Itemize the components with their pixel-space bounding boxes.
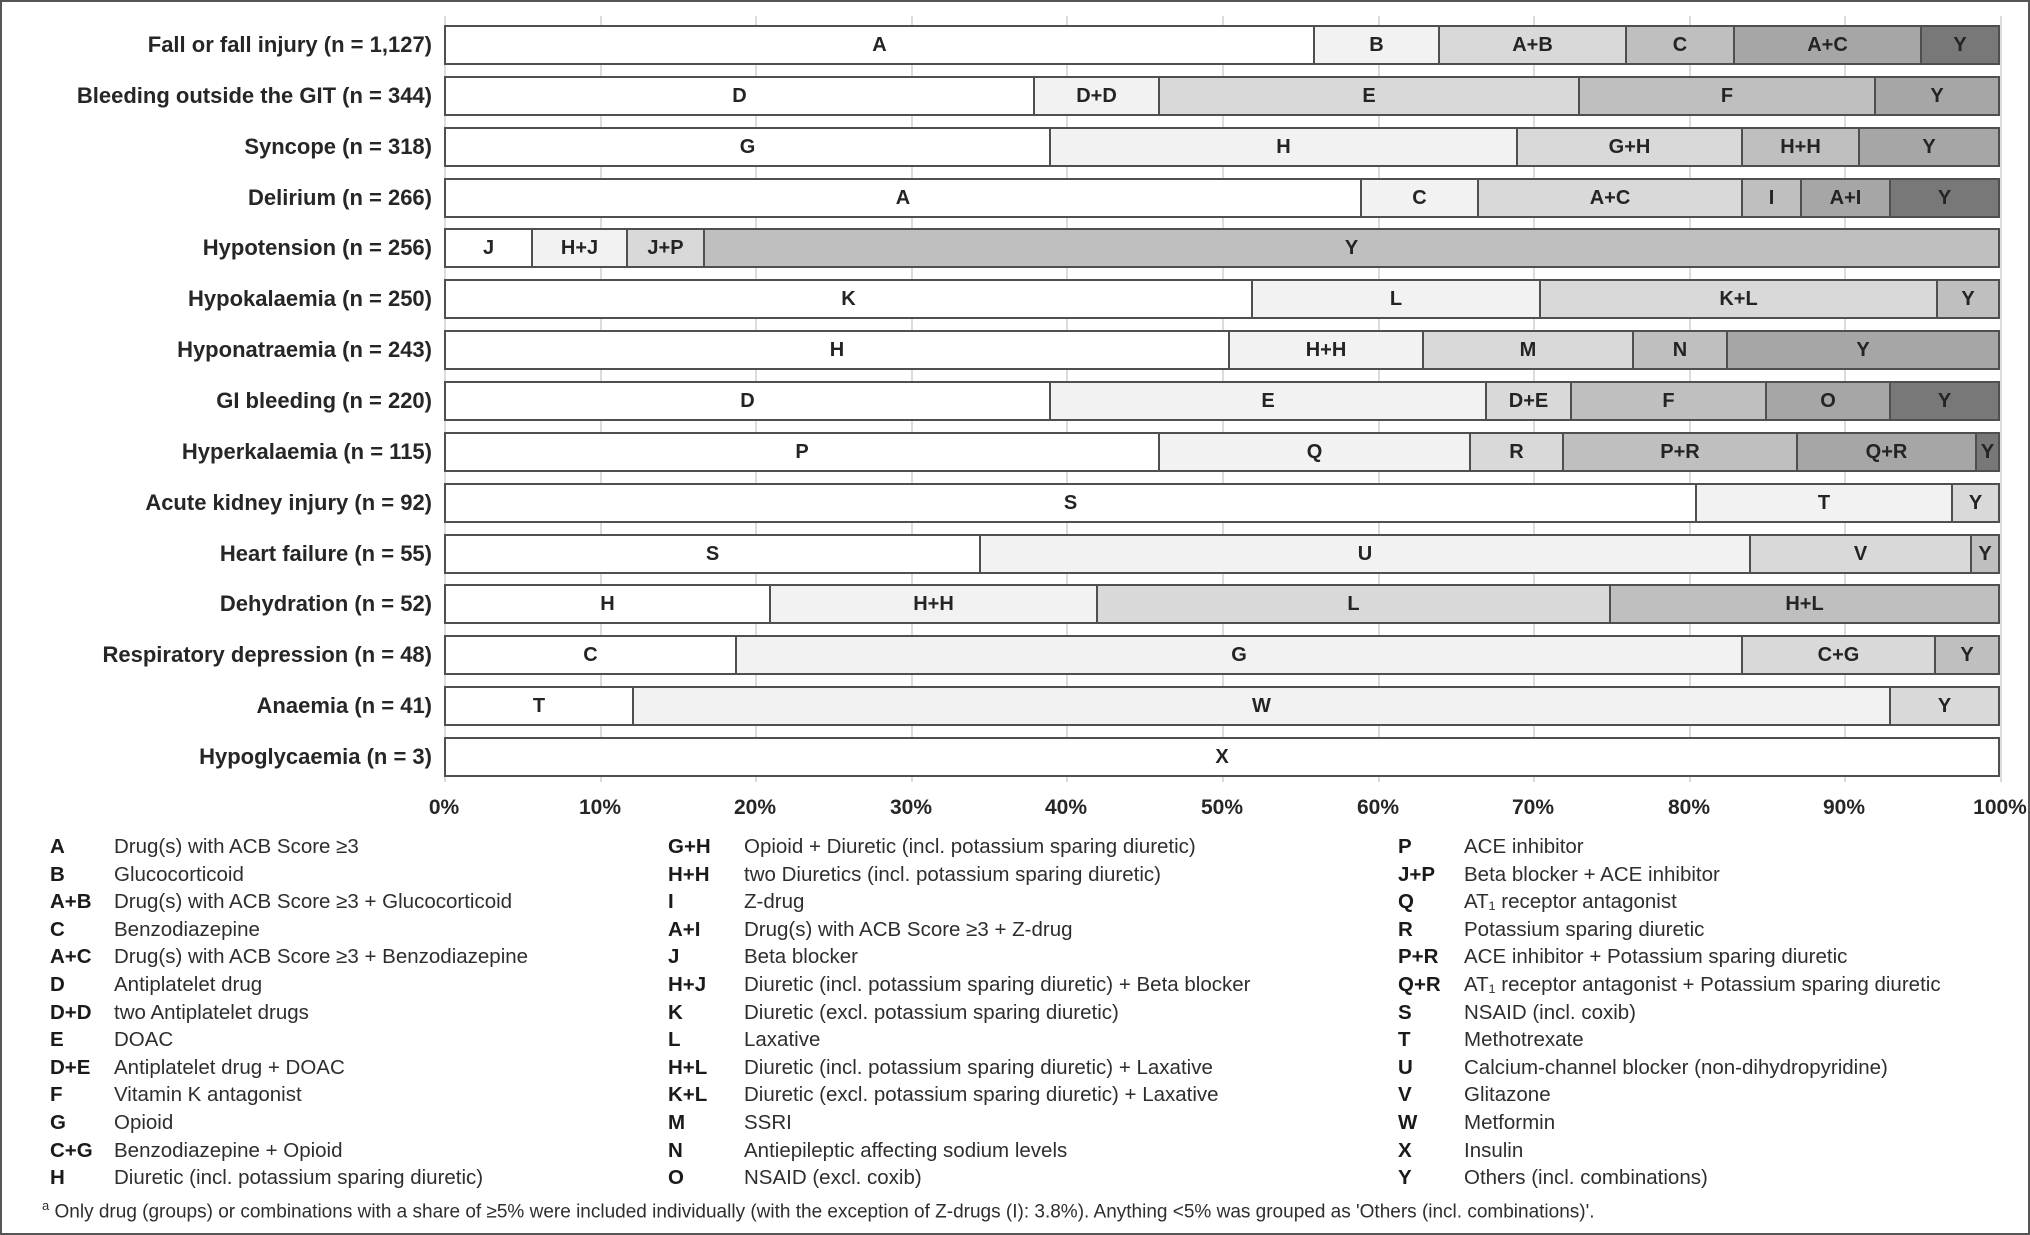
legend-entry-Q [1398,888,1677,916]
x-tick-label: 40% [1044,796,1088,819]
legend-code: W [1398,1111,1418,1134]
category-label: Acute kidney injury (n = 92) [145,490,432,515]
legend-entry-D+D [50,999,309,1027]
bar-segment-C: C [1360,178,1479,218]
legend-label: Antiepileptic affecting sodium levels [744,1139,1068,1162]
legend-code: M [668,1111,686,1134]
bar-segment-O: O [1765,381,1891,421]
bar-segment-P+R: P+R [1562,432,1798,472]
legend-label: Metformin [1464,1111,1556,1134]
bar-segment-Y: Y [1889,686,2000,726]
bar-segment-Y: Y [1970,534,2000,574]
legend-label: Insulin [1464,1139,1524,1162]
legend-code: A+I [668,918,701,941]
legend-label: Potassium sparing diuretic [1464,918,1705,941]
bar-segment-Y: Y [1975,432,2000,472]
legend-code: Q+R [1398,973,1441,996]
legend-code: P+R [1398,945,1439,968]
legend-code: D [50,973,65,996]
legend-entry-B [50,861,244,889]
bar-segment-H: H [444,584,771,624]
category-label: Dehydration (n = 52) [219,591,432,616]
legend-entry-H [50,1164,483,1192]
legend-label: two Antiplatelet drugs [114,1001,309,1024]
stacked-bar [444,127,2000,167]
bar-segment-Y: Y [1936,279,2000,319]
bar-segment-H+H: H+H [1741,127,1860,167]
bar-segment-D: D [444,76,1035,116]
legend-entry-M [668,1109,792,1137]
bar-segment-H: H [1049,127,1518,167]
legend-code: Q [1398,890,1414,913]
legend-entry-T [1398,1026,1584,1054]
legend-entry-G+H [668,833,1196,861]
bar-segment-B: B [1313,25,1440,65]
bar-segment-L: L [1251,279,1541,319]
legend-entry-D+E [50,1054,345,1082]
x-tick-label: 80% [1667,796,1711,819]
legend-label: AT₁ receptor antagonist + Potassium sparing diuretic [1464,973,1941,996]
stacked-bar [444,635,2000,675]
bar-segment-Y: Y [1889,178,2000,218]
bar-segment-J: J [444,228,533,268]
legend-entry-A+I [668,916,1073,944]
bar-segment-E: E [1158,76,1580,116]
legend-label: Diuretic (excl. potassium sparing diuretic) [744,1001,1119,1024]
x-tick-label: 60% [1356,796,1400,819]
legend-entry-Y [1398,1164,1708,1192]
legend-label: Drug(s) with ACB Score ≥3 + Glucocorticoid [114,890,513,913]
x-tick-label: 0% [428,796,460,819]
legend-code: V [1398,1083,1412,1106]
category-label: Fall or fall injury (n = 1,127) [147,32,432,57]
legend-label: Drug(s) with ACB Score ≥3 + Benzodiazepine [114,945,529,968]
legend-label: ACE inhibitor [1464,835,1584,858]
category-label: GI bleeding (n = 220) [216,388,432,413]
footnote-marker: a [42,1198,50,1213]
stacked-bar [444,584,2000,624]
legend-code: D+D [50,1001,92,1024]
legend-entry-J [668,943,858,971]
bar-segment-A: A [444,178,1362,218]
legend-label: Z-drug [744,890,805,913]
legend-label: Diuretic (incl. potassium sparing diuretic) [114,1166,484,1189]
legend-entry-W [1398,1109,1555,1137]
stacked-bar [444,228,2000,268]
legend-code: S [1398,1001,1412,1024]
bar-segment-H+J: H+J [531,228,628,268]
category-label: Hyperkalaemia (n = 115) [181,439,432,464]
legend-label: Others (incl. combinations) [1464,1166,1708,1189]
legend-entry-P+R [1398,943,1847,971]
legend-code: C [50,918,65,941]
bar-segment-C: C [444,635,737,675]
bar-segment-G: G [444,127,1051,167]
legend-code: X [1398,1139,1412,1162]
legend-entry-K [668,999,1119,1027]
bar-segment-J+P: J+P [626,228,705,268]
legend-label: Opioid [114,1111,174,1134]
legend-code: A+B [50,890,92,913]
legend-label: NSAID (incl. coxib) [1464,1001,1637,1024]
bar-segment-X: X [444,737,2000,777]
bar-segment-Y: Y [1920,25,2000,65]
bar-segment-U: U [979,534,1751,574]
bar-segment-Y: Y [1951,483,2000,523]
legend-code: D+E [50,1056,91,1079]
bar-segment-A+C: A+C [1733,25,1922,65]
legend-label: Glucocorticoid [114,863,244,886]
category-label: Hypotension (n = 256) [202,235,432,260]
bar-segment-Q+R: Q+R [1796,432,1977,472]
legend-code: H+J [668,973,707,996]
bar-segment-K: K [444,279,1253,319]
stacked-bar [444,178,2000,218]
legend-label: Methotrexate [1464,1028,1584,1051]
legend-code: A [50,835,65,858]
legend-entry-C+G [50,1137,343,1165]
stacked-bar [444,534,2000,574]
footnote [42,1198,2012,1223]
legend-label: Beta blocker [744,945,858,968]
legend-entry-P [1398,833,1584,861]
legend-code: L [668,1028,681,1051]
bar-segment-M: M [1422,330,1634,370]
bar-segment-G+H: G+H [1516,127,1743,167]
legend-entry-H+H [668,861,1161,889]
legend-code: F [50,1083,63,1106]
legend-entry-O [668,1164,922,1192]
legend-entry-C [50,916,260,944]
bar-segment-H+H: H+H [769,584,1098,624]
legend-code: K+L [668,1083,708,1106]
legend-code: K [668,1001,683,1024]
legend-label: DOAC [114,1028,174,1051]
bar-segment-F: F [1570,381,1767,421]
stacked-bar [444,330,2000,370]
legend-entry-H+J [668,971,1250,999]
bar-segment-Y: Y [1934,635,2000,675]
bar-segment-H+L: H+L [1609,584,2000,624]
x-tick-label: 100% [1973,796,2027,819]
bar-segment-W: W [632,686,1891,726]
category-label: Heart failure (n = 55) [219,541,432,566]
category-label: Hyponatraemia (n = 243) [177,337,432,362]
legend-code: P [1398,835,1412,858]
category-label: Hypokalaemia (n = 250) [188,286,432,311]
legend-code: Y [1398,1166,1412,1189]
x-tick-label: 90% [1822,796,1866,819]
x-tick-label: 10% [578,796,622,819]
footnote-text: Only drug (groups) or combinations with a share of ≥5% were included individually (with the exception of Z-drugs (I): 3.8%). Anything <5% was grouped as 'Others (incl. combinations)'. [49,1201,1595,1223]
legend-label: Diuretic (incl. potassium sparing diuretic) + Beta blocker [744,973,1251,996]
legend-code: U [1398,1056,1413,1079]
legend-code: J [668,945,680,968]
stacked-bar [444,686,2000,726]
legend-label: Benzodiazepine [114,918,260,941]
legend-entry-J+P [1398,861,1720,889]
bar-segment-Q: Q [1158,432,1471,472]
legend-entry-V [1398,1081,1551,1109]
bar-segment-A+C: A+C [1477,178,1743,218]
bar-segment-G: G [735,635,1743,675]
legend-entry-Q+R [1398,971,1941,999]
legend-code: C+G [50,1139,93,1162]
legend-label: SSRI [744,1111,792,1134]
bar-segment-D+D: D+D [1033,76,1160,116]
bar-segment-P: P [444,432,1160,472]
legend-code: I [668,890,674,913]
legend-code: A+C [50,945,92,968]
category-label: Bleeding outside the GIT (n = 344) [76,83,432,108]
stacked-bar [444,432,2000,472]
bar-segment-A+I: A+I [1800,178,1891,218]
stacked-bar [444,483,2000,523]
stacked-bar [444,25,2000,65]
legend-label: Vitamin K antagonist [114,1083,302,1106]
legend-code: T [1398,1028,1411,1051]
gridline-100 [2000,16,2002,782]
legend-code: H [50,1166,65,1189]
bar-segment-Y: Y [703,228,2000,268]
x-tick-label: 50% [1200,796,1244,819]
category-label: Delirium (n = 266) [247,185,432,210]
legend-code: G [50,1111,66,1134]
bar-segment-N: N [1632,330,1728,370]
legend-entry-K+L [668,1081,1219,1109]
stacked-bar [444,737,2000,777]
stacked-bar [444,381,2000,421]
bar-segment-A+B: A+B [1438,25,1627,65]
legend-code: N [668,1139,683,1162]
legend-label: Benzodiazepine + Opioid [114,1139,343,1162]
x-tick-label: 20% [733,796,777,819]
bar-segment-R: R [1469,432,1564,472]
legend-label: Glitazone [1464,1083,1551,1106]
legend-label: Antiplatelet drug + DOAC [114,1056,345,1079]
legend-entry-S [1398,999,1636,1027]
legend-entry-R [1398,916,1704,944]
legend-entry-E [50,1026,173,1054]
legend-entry-D [50,971,262,999]
bar-segment-H: H [444,330,1230,370]
legend-entry-A+C [50,943,528,971]
stacked-bar [444,76,2000,116]
bar-segment-D+E: D+E [1485,381,1572,421]
legend-label: Diuretic (incl. potassium sparing diuretic) + Laxative [744,1056,1213,1079]
legend-entry-A [50,833,359,861]
bar-segment-E: E [1049,381,1487,421]
category-label: Syncope (n = 318) [244,134,432,159]
legend-label: Diuretic (excl. potassium sparing diuretic) + Laxative [744,1083,1219,1106]
legend-label: Calcium-channel blocker (non-dihydropyridine) [1464,1056,1888,1079]
category-label: Respiratory depression (n = 48) [102,642,432,667]
legend-label: AT₁ receptor antagonist [1464,890,1677,913]
bar-segment-F: F [1578,76,1876,116]
category-label: Anaemia (n = 41) [256,693,432,718]
category-label: Hypoglycaemia (n = 3) [199,744,432,769]
legend-label: Beta blocker + ACE inhibitor [1464,863,1720,886]
legend-entry-F [50,1081,302,1109]
legend-label: Drug(s) with ACB Score ≥3 [114,835,359,858]
bar-segment-I: I [1741,178,1802,218]
stacked-bar [444,279,2000,319]
legend-code: J+P [1398,863,1436,886]
legend-entry-H+L [668,1054,1213,1082]
bar-segment-C+G: C+G [1741,635,1936,675]
bar-segment-T: T [1695,483,1953,523]
bar-segment-H+H: H+H [1228,330,1424,370]
bar-segment-D: D [444,381,1051,421]
legend-entry-I [668,888,804,916]
legend-code: H+L [668,1056,708,1079]
bar-segment-K+L: K+L [1539,279,1938,319]
legend-code: R [1398,918,1413,941]
bar-segment-Y: Y [1874,76,2000,116]
x-tick-label: 70% [1511,796,1555,819]
bar-segment-S: S [444,534,981,574]
legend-entry-N [668,1137,1067,1165]
bar-segment-T: T [444,686,634,726]
legend-code: O [668,1166,684,1189]
legend-label: NSAID (excl. coxib) [744,1166,922,1189]
legend-label: Opioid + Diuretic (incl. potassium sparing diuretic) [744,835,1196,858]
legend-entry-L [668,1026,820,1054]
legend-entry-X [1398,1137,1523,1165]
bar-segment-A: A [444,25,1315,65]
bar-segment-Y: Y [1889,381,2000,421]
legend-label: Antiplatelet drug [114,973,263,996]
bar-segment-C: C [1625,25,1735,65]
legend-entry-A+B [50,888,512,916]
legend-entry-G [50,1109,173,1137]
bar-segment-V: V [1749,534,1972,574]
bar-segment-L: L [1096,584,1611,624]
legend-code: E [50,1028,64,1051]
legend-label: ACE inhibitor + Potassium sparing diuretic [1464,945,1848,968]
bar-segment-S: S [444,483,1697,523]
legend-label: Laxative [744,1028,821,1051]
bar-segment-Y: Y [1726,330,2000,370]
legend-entry-U [1398,1054,1888,1082]
legend-label: Drug(s) with ACB Score ≥3 + Z-drug [744,918,1073,941]
x-tick-label: 30% [889,796,933,819]
legend-code: H+H [668,863,710,886]
legend-code: G+H [668,835,711,858]
legend-label: two Diuretics (incl. potassium sparing diuretic) [744,863,1161,886]
bar-segment-Y: Y [1858,127,2000,167]
legend-code: B [50,863,65,886]
